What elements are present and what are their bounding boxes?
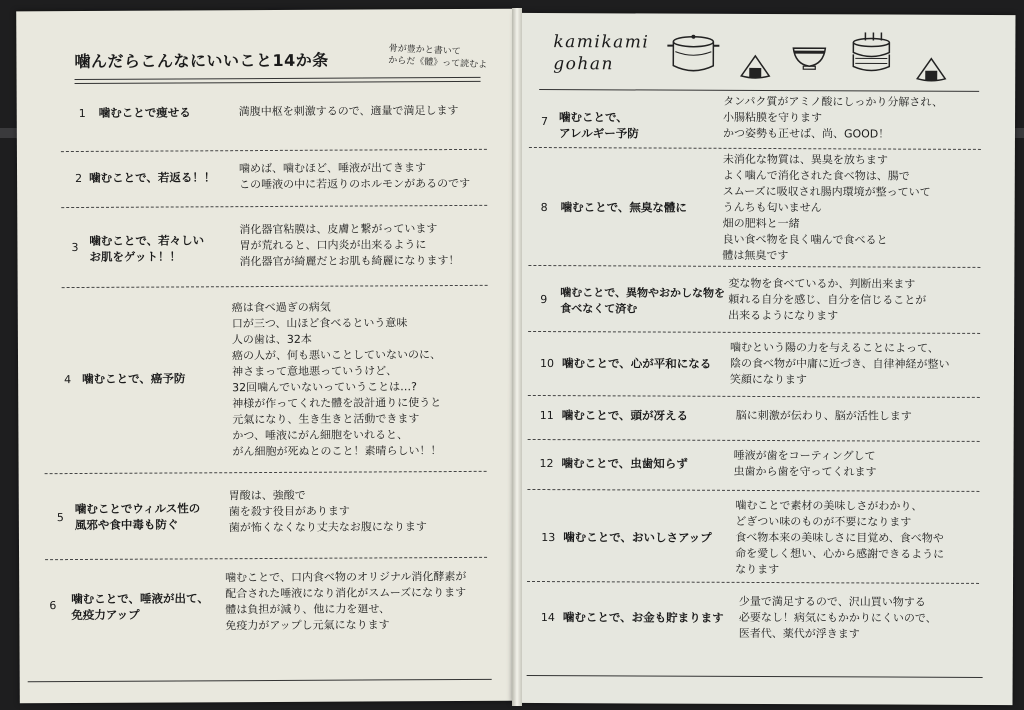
list-item-6: [19, 569, 519, 633]
item-number: 1: [78, 106, 86, 120]
item-text: 噛むことで、口内食べ物のオリジナル消化酵素が 配合された唾液になり消化がスムーズになります 體は負担が減り、他に力を廻せ、 免疫力がアップし元氣になります: [225, 569, 467, 633]
list-item-13: [513, 497, 1013, 577]
divider: [45, 471, 487, 474]
item-number: 6: [49, 599, 57, 613]
item-heading: 噛むことで、唾液が出て、 免疫力アップ: [71, 591, 209, 623]
divider: [61, 149, 487, 152]
divider: [529, 147, 981, 150]
item-text: 脳に刺激が伝わり、脳が活性します: [735, 408, 912, 423]
item-text: 胃酸は、強酸で 菌を殺す役目があります 菌が怖くなくなり丈夫なお腹になります: [228, 488, 427, 535]
item-text: 満腹中枢を刺激するので、適量で満足します: [238, 103, 459, 119]
item-number: 11: [539, 409, 554, 423]
item-text: 唾液が歯をコーティングして 虫歯から歯を守ってくれます: [733, 448, 877, 479]
item-heading: 噛むことで、お金も貯まります: [562, 610, 724, 625]
item-text: タンパク質がアミノ酸にしっかり分解され、 小腸粘膜を守ります かつ姿勢も正せば、尚、GOOD！: [722, 94, 944, 141]
rice-bowl-icon: [789, 40, 829, 70]
divider: [527, 581, 979, 584]
list-item-7: [515, 93, 1015, 141]
book-spine: [512, 8, 522, 706]
list-item-2: [17, 160, 517, 192]
item-number: 4: [64, 373, 72, 387]
onigiri-icon: [739, 54, 771, 80]
item-number: 2: [75, 171, 83, 186]
left-page: [16, 9, 520, 704]
item-number: 7: [541, 115, 549, 129]
item-number: 5: [56, 511, 64, 525]
divider: [528, 395, 980, 398]
item-number: 12: [539, 457, 554, 471]
item-text: 癌は食べ過ぎの病気 口が三つ、山ほど食べるという意味 人の歯は、32本 癌の人が、何も悪いことしていないのに、 神さまって意地悪っていうけど、 32回噛んでいないっていうことは…? 神様が作ってくれた體を設計通りに使うと 元氣になり、生き生きと活動できます かつ、唾液にがん細胞をいれると、 がん細胞が死ぬとのこと！素晴らしい！！: [231, 300, 442, 459]
item-heading: 噛むことで、異物やおかしな物を 食べなくて済む: [560, 286, 726, 316]
item-text: 噛めば、噛むほど、唾液が出てきます この唾液の中に若返りのホルモンがあるのです: [238, 161, 471, 192]
item-heading: 噛むことで、無臭な體に: [560, 200, 687, 215]
onigiri-icon-2: [915, 57, 947, 83]
item-number: 13: [541, 531, 556, 545]
rice-pot-icon: [661, 32, 725, 78]
item-heading: 噛むことで、若返る！！: [89, 170, 216, 185]
item-text: 変な物を食べているか、判断出来ます 頼れる自分を感じ、自分を信じることが 出来るようになります: [728, 276, 927, 323]
item-text: 消化器官粘膜は、皮膚と繋がっています 胃が荒れると、口内炎が出来るように 消化器官が綺麗だとお肌も綺麗になります！: [239, 222, 460, 269]
divider: [527, 489, 979, 492]
divider: [62, 285, 488, 288]
list-item-1: [17, 103, 517, 120]
divider: [45, 557, 487, 560]
item-heading: 噛むことでウィルス性の 風邪や食中毒も防ぐ: [74, 501, 201, 533]
brand-logo: kamikami gohan: [553, 32, 650, 75]
item-text: 噛むという陽の力を与えることによって、 陰の食べ物が中庸に近づき、自律神経が整い 笑顔になります: [729, 340, 950, 387]
divider: [61, 205, 487, 208]
list-item-14: [513, 593, 1013, 641]
list-item-10: [514, 339, 1014, 387]
title-rule-2: [75, 81, 481, 84]
list-item-11: [514, 407, 1014, 423]
item-heading: 噛むことで、癌予防: [82, 371, 186, 386]
item-heading: 噛むことで、 アレルギー予防: [558, 110, 639, 141]
item-number: 9: [540, 293, 548, 307]
item-heading: 噛むことで、虫歯知らず: [561, 456, 688, 471]
item-heading: 噛むことで痩せる: [98, 105, 191, 120]
list-item-9: [514, 275, 1014, 323]
item-heading: 噛むことで、おいしさアップ: [563, 530, 712, 545]
item-number: 8: [540, 201, 548, 215]
item-text: 未消化な物質は、異臭を放ちます よく噛んで消化された食べ物は、腸で スムーズに吸収され腸内環境が整っていて うんちも匂いません 畑の肥料と一緒 良い食べ物を良く噛んで食べると 體は無臭です: [722, 152, 931, 263]
item-heading: 噛むことで、心が平和になる: [561, 356, 712, 371]
header-rule: [539, 89, 979, 92]
right-page: [512, 13, 1015, 705]
bottom-rule: [527, 675, 983, 678]
item-number: 3: [71, 240, 79, 255]
bottom-rule: [28, 679, 492, 682]
divider: [528, 439, 980, 442]
list-item-3: [17, 221, 517, 269]
divider: [528, 265, 980, 268]
item-heading: 噛むことで、若々しい お肌をゲット！！: [89, 233, 205, 264]
item-number: 14: [540, 611, 555, 625]
item-heading: 噛むことで、頭が冴える: [561, 408, 689, 423]
title-rule: [75, 77, 481, 80]
item-number: 10: [539, 357, 555, 371]
list-item-5: [19, 483, 519, 535]
list-item-4: [18, 299, 518, 459]
page-subtitle: 骨が豊かと書いて からだ《體》って読むよ: [387, 43, 488, 71]
item-text: 少量で満足するので、沢山買い物する 必要なし！病気にもかかりにくいので、 医者代、薬代が浮きます: [738, 594, 937, 641]
steamer-icon: [849, 30, 893, 78]
list-item-12: [514, 447, 1014, 479]
item-text: 噛むことで素材の美味しさがわかり、 どぎつい味のものが不要になります 食べ物本来の美味しさに目覚め、食べ物や 命を愛しく想い、心から感謝できるように なります: [735, 498, 945, 577]
divider: [528, 331, 980, 334]
page-title: 噛んだらこんなにいいこと14か条: [74, 50, 329, 72]
list-item-8: [515, 151, 1015, 263]
